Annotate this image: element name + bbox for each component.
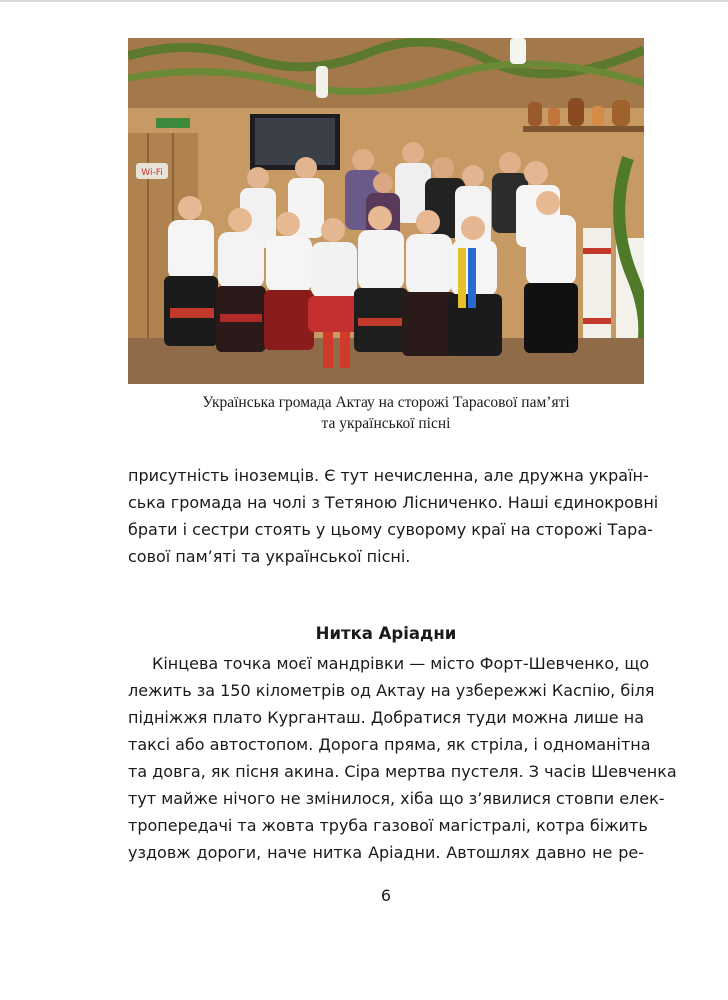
- paragraph-line: уздовж дороги, наче нитка Аріадни. Автошлях давно не ре-: [128, 843, 644, 862]
- paragraph-line: ська громада на чолі з Тетяною Лісниченко. Наші єдинокровні: [128, 493, 659, 512]
- paragraph-line: сової пам’яті та української пісні.: [128, 547, 411, 566]
- page-top-border: [0, 0, 728, 2]
- photo-caption: [128, 392, 644, 434]
- paragraph-line: тут майже нічого не змінилося, хіба що з’явилися стовпи елек-: [128, 789, 665, 808]
- paragraph-line: та довга, як пісня акина. Сіра мертва пустеля. З часів Шевченка: [128, 762, 677, 781]
- section-heading: Нитка Аріадни: [315, 624, 457, 643]
- paragraph-1: [128, 462, 659, 570]
- paragraph-line: лежить за 150 кілометрів од Актау на узбережжі Каспію, біля: [128, 681, 655, 700]
- caption-line-1: Українська громада Актау на сторожі Тарасової пам’яті: [202, 394, 570, 411]
- paragraph-line: таксі або автостопом. Дорога пряма, як стріла, і одноманітна: [128, 735, 651, 754]
- paragraph-2: [128, 650, 677, 866]
- page-number: 6: [380, 886, 392, 905]
- paragraph-line: підніжжя плато Курганташ. Добратися туди можна лише на: [128, 708, 644, 727]
- wifi-sign-text: Wi-Fi: [141, 168, 163, 178]
- paragraph-line: тропередачі та жовта труба газової магістралі, котра біжить: [128, 816, 648, 835]
- paragraph-line: присутність іноземців. Є тут нечисленна, але дружна україн-: [128, 466, 649, 485]
- paragraph-line: Кінцева точка моєї мандрівки — місто Форт-Шевченко, що: [152, 654, 650, 673]
- paragraph-line: брати і сестри стоять у цьому суворому краї на сторожі Тара-: [128, 520, 653, 539]
- group-photo: [128, 38, 644, 384]
- caption-line-2: та української пісні: [321, 415, 451, 432]
